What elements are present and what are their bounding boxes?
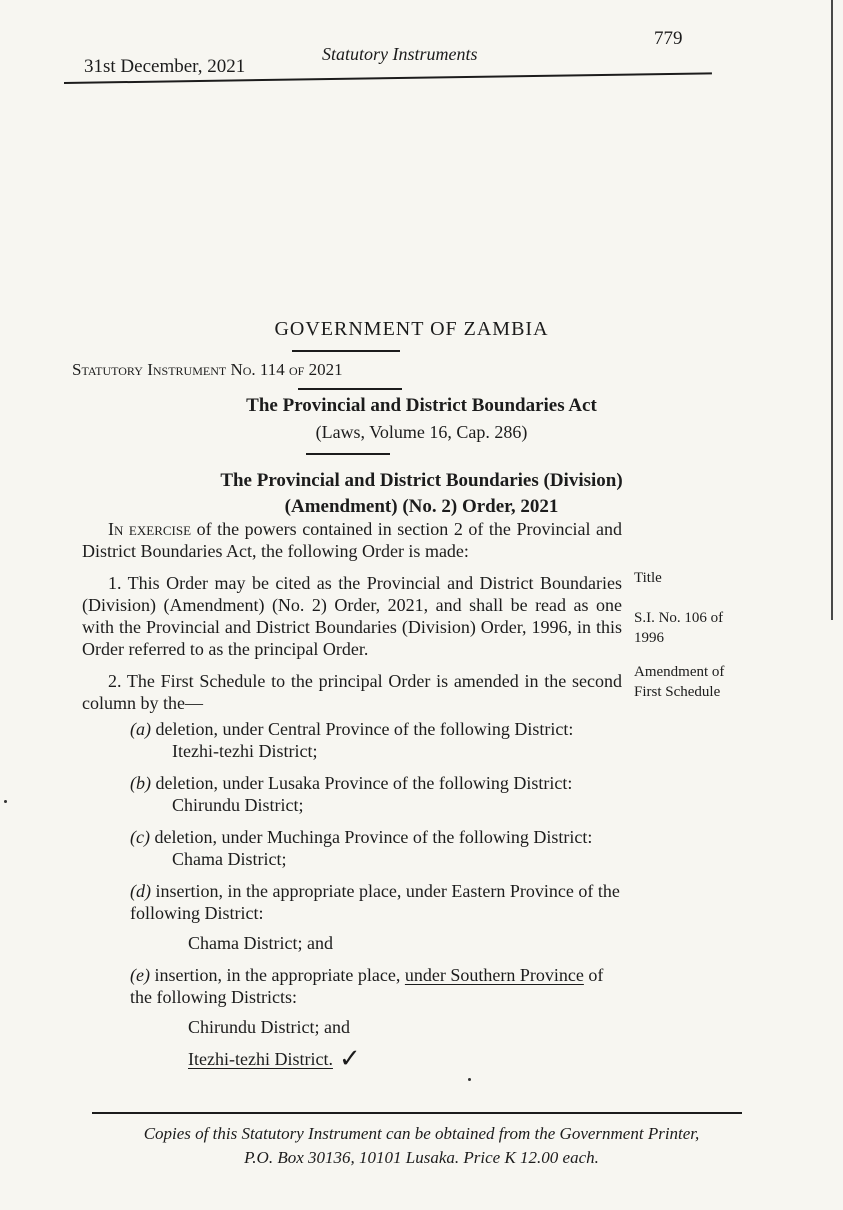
item-district: Chama District;: [172, 849, 287, 869]
checkmark-icon: ✓: [338, 1044, 361, 1073]
item-district: Chama District; and: [188, 933, 333, 953]
list-item: [82, 964, 622, 1073]
list-item: [82, 880, 622, 954]
running-header: [0, 0, 843, 100]
si-label: Statutory Instrument No.: [72, 360, 256, 379]
list-item: [82, 772, 622, 816]
margin-notes: [634, 568, 744, 716]
act-title: The Provincial and District Boundaries Act: [246, 395, 597, 416]
item-text: of the following Districts:: [130, 965, 604, 1007]
scan-speck: [4, 800, 7, 803]
item-district: Itezhi-tezhi District;: [172, 741, 318, 761]
footer-rule: [92, 1112, 742, 1114]
item-text-underlined: under Southern Province: [404, 965, 584, 985]
item-district: Chirundu District;: [172, 795, 304, 815]
margin-note-si-ref: S.I. No. 106 of 1996: [634, 610, 724, 646]
item-text: deletion, under Muchinga Province of the following District:: [154, 827, 593, 847]
divider: [298, 388, 402, 390]
item-district: Chirundu District; and: [188, 1017, 350, 1037]
government-heading: GOVERNMENT OF ZAMBIA: [274, 318, 549, 340]
item-label: (d): [130, 881, 151, 901]
item-text: deletion, under Central Province of the following District:: [155, 719, 574, 739]
order-title: [0, 468, 843, 520]
act-citation: (Laws, Volume 16, Cap. 286): [315, 422, 528, 442]
item-text: insertion, in the appropriate place,: [154, 965, 405, 985]
preamble-rest: of the powers contained in section 2 of the Provincial and District Boundaries Act, the following Order is made:: [82, 519, 622, 561]
footer-line2: P.O. Box 30136, 10101 Lusaka. Price K 12.00 each.: [244, 1148, 599, 1167]
item-label: (e): [130, 965, 150, 985]
item-district-last: [130, 1044, 622, 1073]
item-text: deletion, under Lusaka Province of the following District:: [155, 773, 573, 793]
order-title-line1: The Provincial and District Boundaries (Division): [220, 470, 623, 491]
item-label: (b): [130, 773, 151, 793]
footer-line1: Copies of this Statutory Instrument can be obtained from the Government Printer,: [143, 1124, 700, 1143]
divider: [306, 453, 390, 455]
item-label: (c): [130, 827, 150, 847]
order-body: [82, 518, 622, 1080]
margin-note-title: Title: [634, 570, 662, 586]
scan-speck: [468, 1078, 471, 1081]
margin-note-amendment: Amendment of First Schedule: [634, 664, 725, 700]
si-number-line: [72, 360, 343, 380]
list-item: [82, 826, 622, 870]
preamble: [82, 518, 622, 562]
page-number: 779: [654, 28, 683, 49]
divider: [292, 350, 400, 352]
list-item: [82, 718, 622, 762]
order-title-line2: (Amendment) (No. 2) Order, 2021: [284, 496, 559, 517]
header-series: Statutory Instruments: [322, 44, 478, 64]
si-year: 2021: [308, 360, 343, 379]
header-date: 31st December, 2021: [84, 56, 246, 77]
amendment-list: [82, 718, 622, 1073]
si-number: 114: [259, 360, 285, 379]
item-text: insertion, in the appropriate place, under Eastern Province of the following District:: [130, 881, 620, 923]
item-district: Itezhi-tezhi District.: [188, 1049, 333, 1069]
item-label: (a): [130, 719, 151, 739]
si-of: of: [289, 360, 305, 379]
paragraph-2: 2. The First Schedule to the principal Order is amended in the second column by the—: [82, 671, 622, 713]
paragraph-1: 1. This Order may be cited as the Provincial and District Boundaries (Division) (Amendment) (No. 2) Order, 2021, and shall be read as one with the Provincial and District Boundaries (Division) Order, 1996, in this Order referred to as the principal Order.: [82, 573, 622, 659]
preamble-lead: In exercise: [108, 519, 192, 539]
footer: [0, 1122, 843, 1170]
